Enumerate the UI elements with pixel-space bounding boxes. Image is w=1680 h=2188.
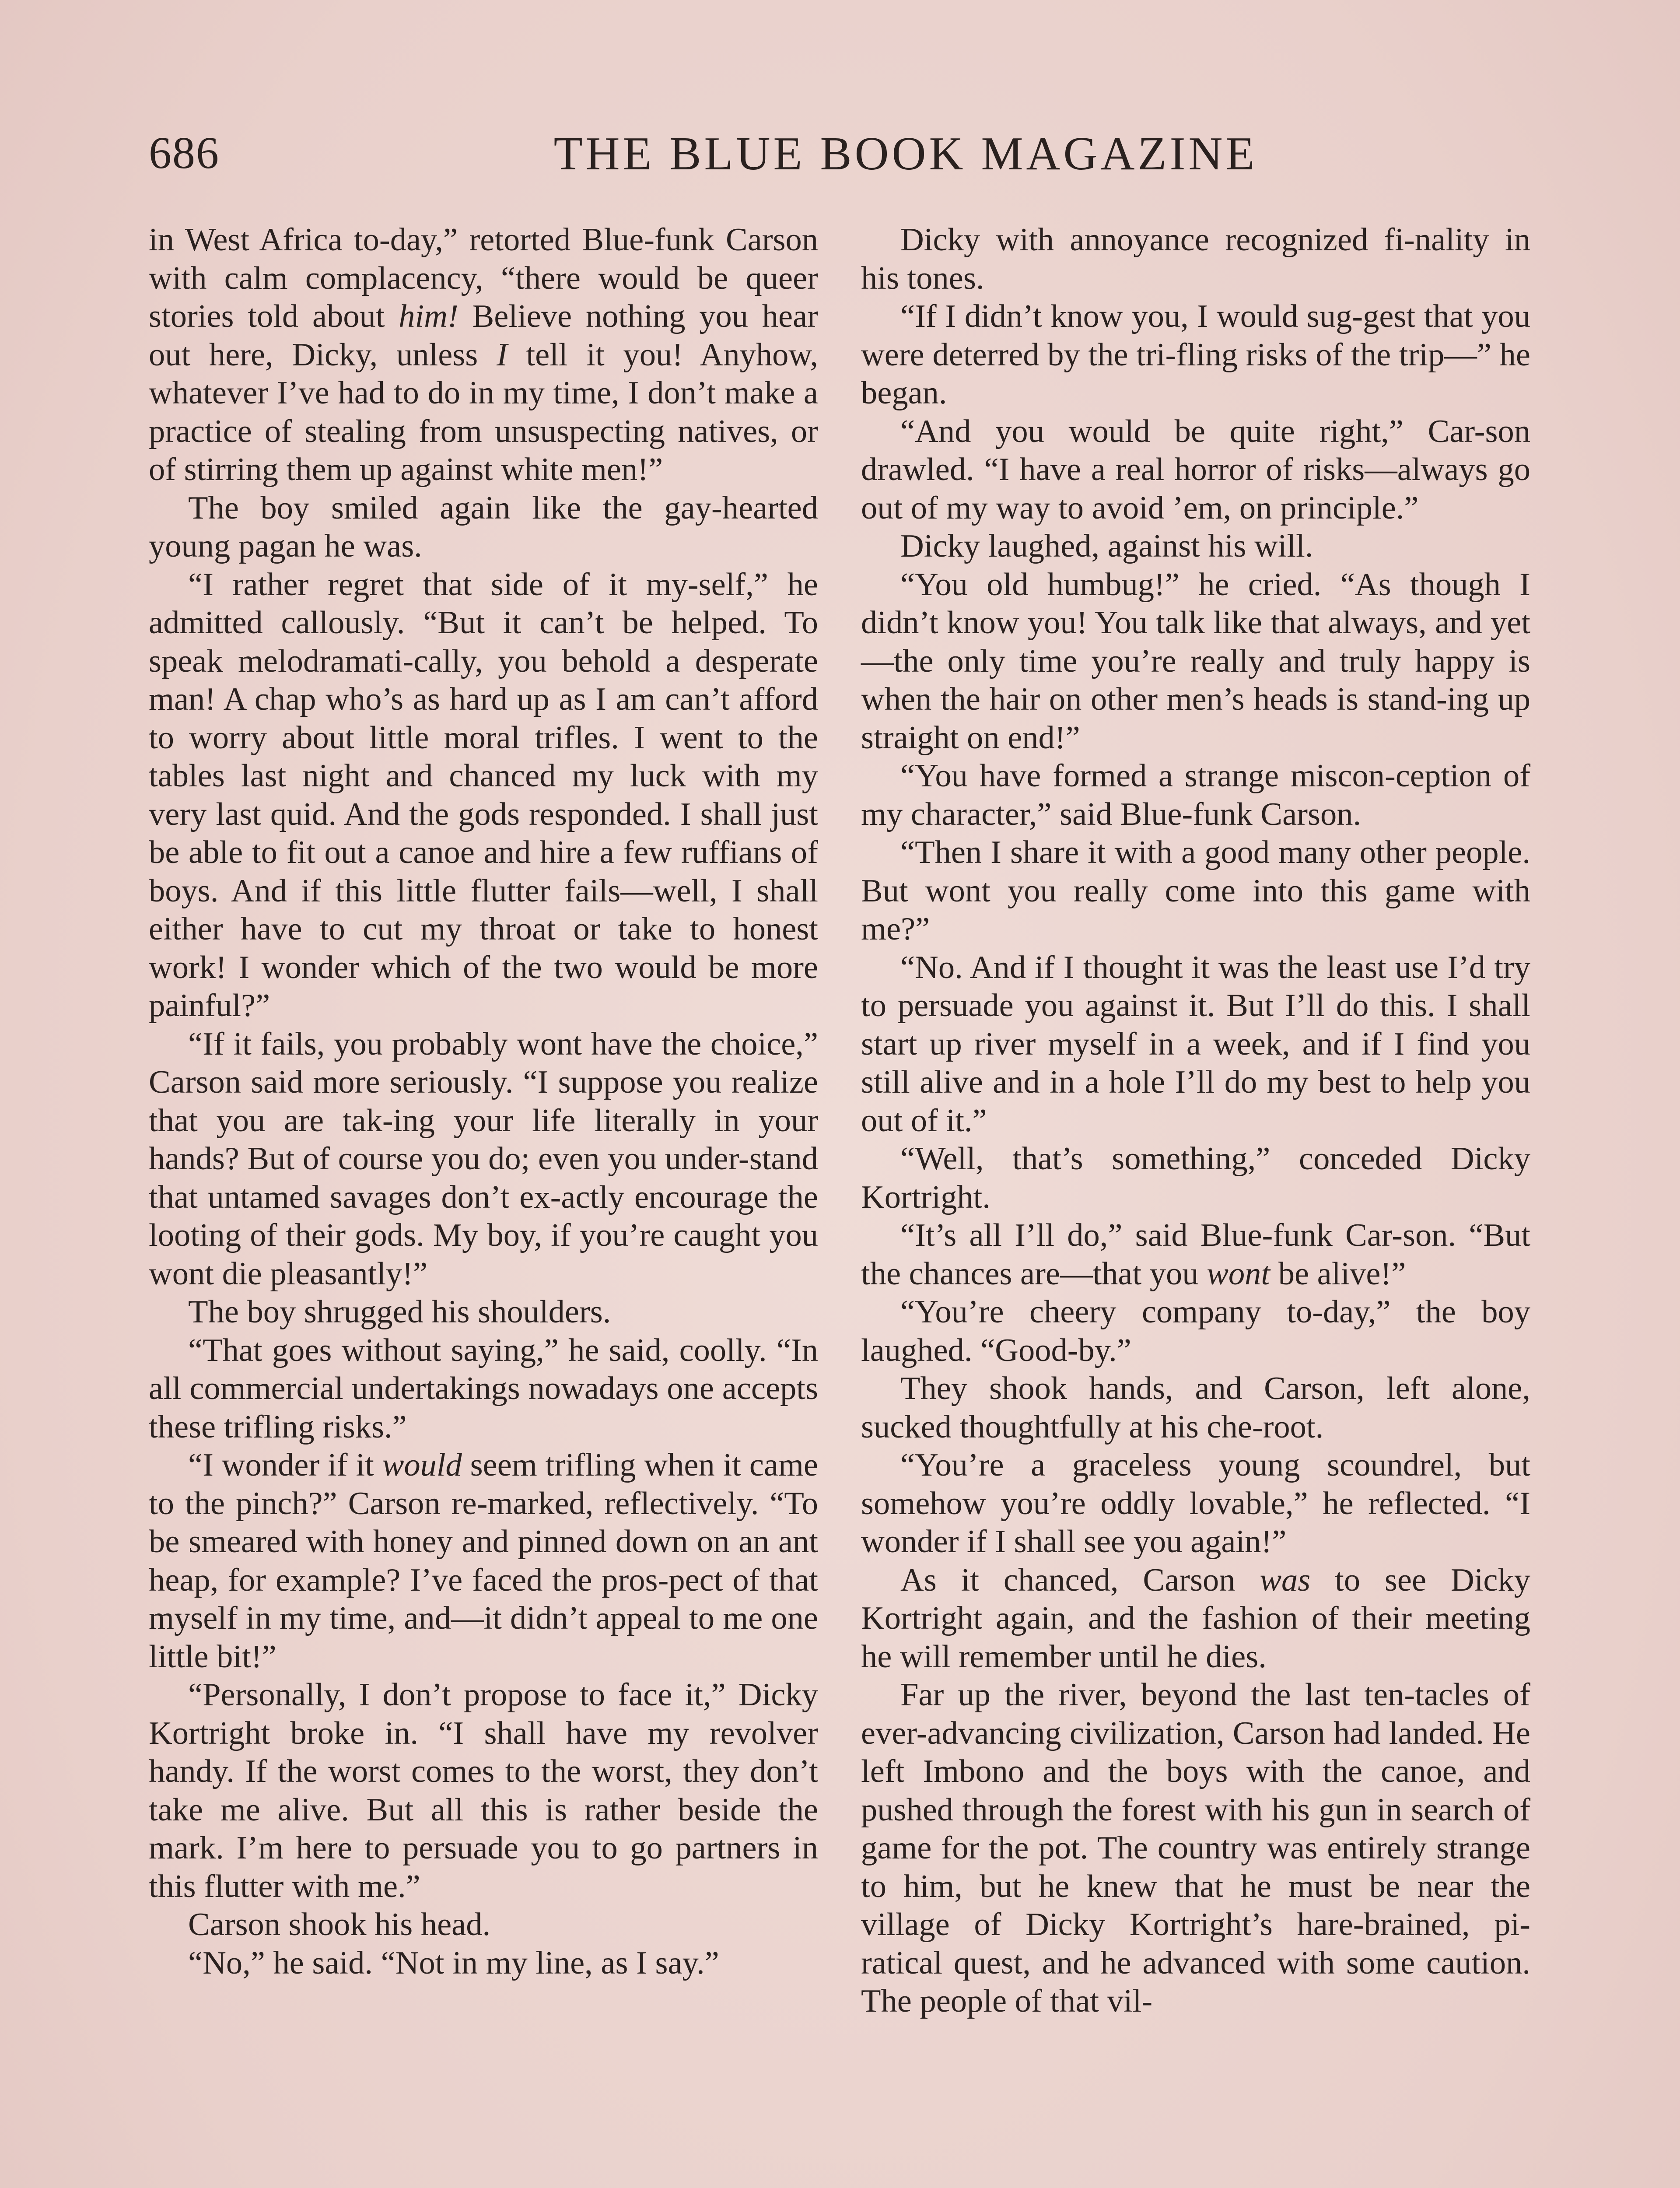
paragraph: “Then I share it with a good many other people. But wont you really come into this game with me?” [861, 835, 1530, 947]
paragraph: “You’re cheery company to-day,” the boy laughed. “Good-by.” [861, 1294, 1530, 1368]
paragraph: “You have formed a strange miscon-ception of my character,” said Blue-funk Carson. [861, 758, 1530, 832]
page-number: 686 [149, 128, 220, 178]
paragraph: The boy shrugged his shoulders. [188, 1294, 611, 1330]
paragraph: “I rather regret that side of it my-self,” he admitted callously. “But it can’t be helped. To speak melodramati-cally, you behold a desperate man! A chap who’s as hard up as I am can’t afford to worry about little moral trifles. I went to the tables last night and chanced my luck with my very last quid. And the gods responded. I shall just be able to fit out a canoe and hire a few ruffians of boys. And if this little flutter fails—well, I shall either have to cut my throat or take to honest work! I wonder which of the two would be more painful?” [149, 566, 818, 1024]
paragraph: Far up the river, beyond the last ten-tacles of ever-advancing civilization, Carson had landed. He left Imbono and the boys with the canoe, and pushed through the forest with his gun in search of game for the pot. The country was entirely strange to him, but he knew that he must be near the village of Dicky Kortright’s hare-brained, pi-ratical quest, and he advanced with some caution. The people of that vil- [861, 1677, 1530, 2019]
paragraph: Dicky laughed, against his will. [900, 528, 1313, 564]
paragraph: “You old humbug!” he cried. “As though I didn’t know you! You talk like that always, and yet—the only time you’re really and truly happy is when the hair on other men’s heads is stand-ing up straight on end!” [861, 566, 1530, 756]
paragraph: They shook hands, and Carson, left alone, sucked thoughtfully at his che-root. [861, 1371, 1530, 1445]
paragraph: “Personally, I don’t propose to face it,” Dicky Kortright broke in. “I shall have my revolver handy. If the worst comes to the worst, they don’t take me alive. But all this is rather beside the mark. I’m here to persuade you to go partners in this flutter with me.” [149, 1677, 818, 1904]
paragraph: The boy smiled again like the gay-hearted young pagan he was. [149, 490, 818, 564]
page-header [140, 123, 1540, 201]
left-column [149, 221, 818, 1982]
paragraph: “That goes without saying,” he said, coolly. “In all commercial undertakings nowadays one accepts these trifling risks.” [149, 1332, 818, 1445]
paragraph: “If I didn’t know you, I would sug-gest that you were deterred by the tri-fling risks of the trip—” he began. [861, 298, 1530, 411]
right-column [861, 221, 1530, 2021]
paragraph: “I wonder if it would seem trifling when it came to the pinch?” Carson re-marked, reflectively. “To be smeared with honey and pinned down on an ant heap, for example? I’ve faced the pros-pect of that myself in my time, and—it didn’t appeal to me one little bit!” [149, 1447, 818, 1675]
paragraph: Carson shook his head. [188, 1907, 491, 1943]
paragraph: “Well, that’s something,” conceded Dicky Kortright. [861, 1141, 1530, 1215]
paragraph: “And you would be quite right,” Car-son drawled. “I have a real horror of risks—always go out of my way to avoid ’em, on principle.” [861, 413, 1530, 526]
paragraph: “If it fails, you probably wont have the choice,” Carson said more seriously. “I suppose you realize that you are tak-ing your life literally in your hands? But of course you do; even you under-stand that untamed savages don’t ex-actly encourage the looting of their gods. My boy, if you’re caught you wont die pleasantly!” [149, 1026, 818, 1292]
paragraph: “No,” he said. “Not in my line, as I say.” [188, 1945, 719, 1981]
paragraph: Dicky with annoyance recognized fi-nality in his tones. [861, 222, 1530, 296]
paragraph: “It’s all I’ll do,” said Blue-funk Car-son. “But the chances are—that you wont be alive!” [861, 1217, 1530, 1292]
paragraph: As it chanced, Carson was to see Dicky Kortright again, and the fashion of their meeting he will remember until he dies. [861, 1562, 1530, 1675]
paragraph: in West Africa to-day,” retorted Blue-funk Carson with calm complacency, “there would be queer stories told about him! Believe nothing you hear out here, Dicky, unless I tell it you! Anyhow, whatever I’ve had to do in my time, I don’t make a practice of stealing from unsuspecting natives, or of stirring them up against white men!” [149, 222, 818, 487]
paragraph: “You’re a graceless young scoundrel, but somehow you’re oddly lovable,” he reflected. “I wonder if I shall see you again!” [861, 1447, 1530, 1560]
magazine-title: THE BLUE BOOK MAGAZINE [553, 128, 1258, 180]
paragraph: “No. And if I thought it was the least use I’d try to persuade you against it. But I’ll do this. I shall start up river myself in a week, and if I find you still alive and in a hole I’ll do my best to help you out of it.” [861, 949, 1530, 1139]
